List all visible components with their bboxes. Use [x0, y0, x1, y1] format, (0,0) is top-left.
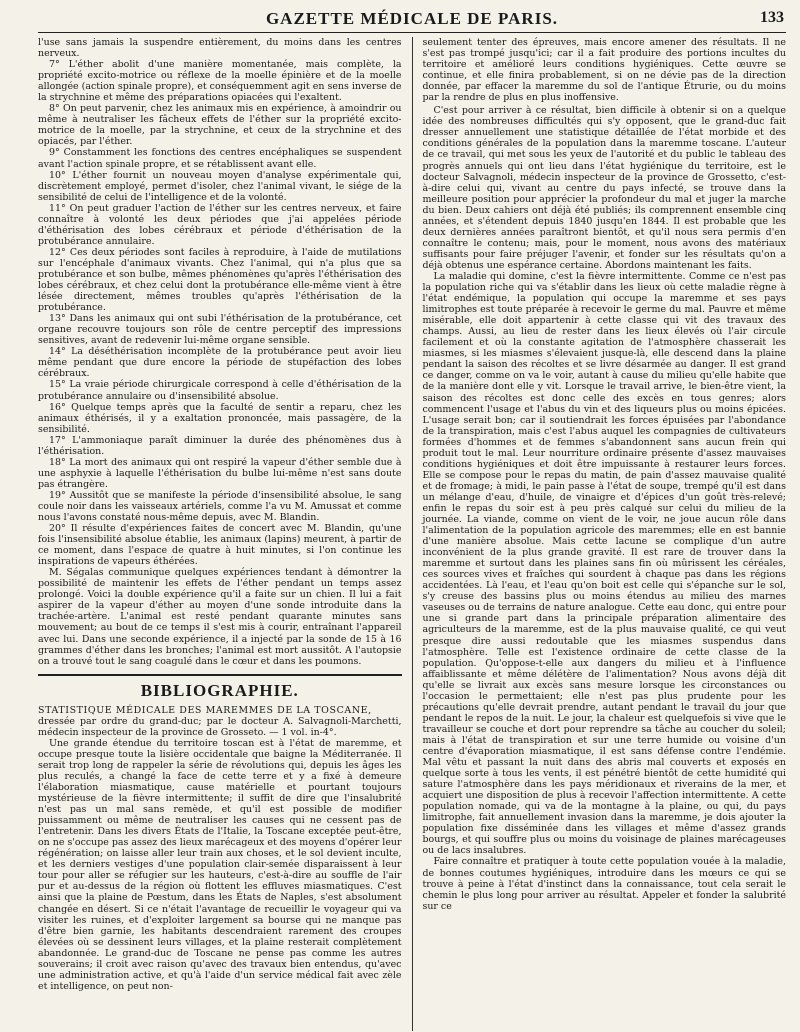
- paragraph: C'est pour arriver à ce résultat, bien difficile à obtenir si on a quelque idée des nombreuses difficultés qui s'y opposent, que le grand-duc fait dresser annuellement une statistique détaillée de l'état morbide et des conditions générales de la population dans la maremme toscane. L'auteur de ce travail, qui met sous les yeux de l'autorité et du public le tableau des progrès annuels qui ont lieu dans l'état hygiénique du territoire, est le docteur Salvagnoli, médecin inspecteur de la province de Grossetto, c'est-à-dire celui qui, vivant au centre du pays infecté, se trouve dans la meilleure position pour apprécier la profondeur du mal et juger la marche du bien. Deux cahiers ont déjà été publiés; ils comprennent ensemble cinq années, et s'étendent depuis 1840 jusqu'en 1844. Il est probable que les deux dernières années paraîtront bientôt, et qu'il nous sera permis d'en connaître le contenu; mais, pour le moment, nous avons des matériaux suffisants pour faire préjuger l'avenir, et fonder sur les résultats qu'on a déjà obtenus une espérance certaine. Abordons maintenant les faits.: [422, 105, 786, 271]
- running-head: [38, 6, 786, 33]
- paragraph: 14° La déséthérisation incomplète de la protubérance peut avoir lieu même pendant que dure encore la période de stupéfaction des lobes cérébraux.: [38, 346, 402, 380]
- paragraph: 8° On peut parvenir, chez les animaux mis en expérience, à amoindrir ou même à neutraliser les fâcheux effets de l'éther sur la propriété excito-motrice de la moelle, par la strychnine, et ceux de la strychnine et des opiacés, par l'éther.: [38, 103, 402, 148]
- journal-title: GAZETTE MÉDICALE DE PARIS.: [265, 9, 559, 28]
- paragraph: 16° Quelque temps après que la faculté de sentir a reparu, chez les animaux éthérisés, il y a exaltation prononcée, mais passagère, de la sensibilité.: [38, 401, 402, 435]
- page-number: 133: [760, 9, 784, 26]
- paragraph: 7° L'éther abolit d'une manière momentanée, mais complète, la propriété excito-motrice ou réflexe de la moelle épinière et de la moelle allongée (action spinale propre), et conséquemment agit en sens inverse de la strychnine et même des préparations opiacées qui l'exaltent.: [38, 59, 402, 104]
- paragraph: 19° Aussitôt que se manifeste la période d'insensibilité absolue, le sang coule noir dans les vaisseaux artériels, comme l'a vu M. Amussat et comme nous l'avons constaté nous-même depuis, avec M. Blandin.: [38, 489, 402, 524]
- paragraph: seulement tenter des épreuves, mais encore amener des résultats. Il ne s'est pas trompé jusqu'ici; car il a fait produire des portions incultes du territoire et amélioré leurs conditions hygiéniques. Cette œuvre se continue, et elle finira probablement, si on ne dévie pas de la direction donnée, par effacer la maremme du sol de l'antique Étrurie, ou du moins par la rendre de plus en plus inoffensive.: [422, 37, 786, 104]
- paragraph: Faire connaître et pratiquer à toute cette population vouée à la maladie, de bonnes coutumes hygiéniques, introduire dans les mœurs ce qui se trouve à peine à l'état d'instinct dans la connaissance, tout cela serait le chemin le plus long pour arriver au résultat. Appeler et fonder la salubrité sur ce: [422, 856, 786, 912]
- section-divider: [38, 674, 402, 676]
- review-paragraph: Une grande étendue du territoire toscan est à l'état de maremme, et occupe presque toute la lisière occidentale que baigne la Méditerranée. Il serait trop long de rappeler la série de révolutions qui, depuis les âges les plus reculés, a changé la face de cette terre et y a fixé à demeure l'élaboration miasmatique, cause matérielle et pourtant toujours mystérieuse de la fièvre intermittente; il suffit de dire que l'insalubrité n'est pas un mal sans remède, et qu'il est possible de modifier puissamment ou même de neutraliser les causes qui ne cessent pas de l'entretenir. Dans les divers États de l'Italie, la Toscane exceptée peut-être, on ne s'occupe pas assez des lieux marécageux et des moyens d'opérer leur régénération; on laisse aller leur train aux choses, et le sol devient inculte, et les derniers vestiges d'une population clair-semée disparaissent à leur tour pour aller se réfugier sur les hauteurs, c'est-à-dire au souffle de l'air pur et au-dessus de la région où flottent les effluves miasmatiques. C'est ainsi que la plaine de Pœstum, dans les États de Naples, s'est absolument changée en désert. Si ce n'était l'avantage de recueillir le voyageur qui va visiter les ruines, et d'exploiter largement sa bourse qui ne manque pas d'être bien garnie, les habitants descendraient rarement des croupes élevées où se dessinent leurs villages, et la plaine resterait complètement abandonnée. Le grand-duc de Toscane ne pense pas comme les autres souverains; il croit avec raison qu'avec des travaux bien entendus, qu'avec une administration active, et qu'à l'aide d'un service médical fait avec zèle et intelligence, on peut non-: [38, 737, 402, 992]
- paragraph: 11° On peut graduer l'action de l'éther sur les centres nerveux, et faire connaître à volonté les deux périodes que j'ai appelées période d'éthérisation des lobes cérébraux et période d'éthérisation de la protubérance annulaire.: [38, 202, 402, 247]
- section-heading: BIBLIOGRAPHIE.: [140, 680, 299, 700]
- left-column: [38, 37, 410, 1031]
- paragraph: M. Ségalas communique quelques expériences tendant à démontrer la possibilité de maintenir les effets de l'éther pendant un temps assez prolongé. Voici la double expérience qu'il a faite sur un chien. Il lui a fait aspirer de la vapeur d'éther au moyen d'une sonde introduite dans la trachée-artère. L'animal est resté pendant quarante minutes sans mouvement; au bout de ce temps il s'est mis à courir, entraînant l'appareil avec lui. Dans une seconde expérience, il a injecté par la sonde de 15 à 16 grammes d'éther dans les bronches; l'animal est mort aussitôt. A l'autopsie on a trouvé tout le sang coagulé dans le cœur et dans les poumons.: [38, 567, 402, 667]
- book-title: STATISTIQUE MÉDICALE DES MAREMMES DE LA TOSCANE,: [38, 704, 372, 716]
- paragraph: 10° L'éther fournit un nouveau moyen d'analyse expérimentale qui, discrètement employé, permet d'isoler, chez l'animal vivant, le siége de la sensibilité de celui de l'intelligence et de la volonté.: [38, 169, 402, 203]
- paragraph: 13° Dans les animaux qui ont subi l'éthérisation de la protubérance, cet organe recouvre toujours son rôle de centre perceptif des impressions sensitives, avant de redevenir lui-même organe sensible.: [38, 313, 402, 347]
- paragraph: 12° Ces deux périodes sont faciles à reproduire, à l'aide de mutilations sur l'encéphale d'animaux vivants. Chez l'animal, qui n'a plus que sa protubérance et son bulbe, mêmes phénomènes qu'après l'éthérisation des lobes cérébraux, et chez celui dont la protubérance elle-même vient à être lésée directement, mêmes troubles qu'après l'éthérisation de la protubérance.: [38, 246, 402, 314]
- paragraph: La maladie qui domine, c'est la fièvre intermittente. Comme ce n'est pas la population riche qui va s'établir dans les lieux où cette maladie règne à l'état endémique, la population qui occupe la maremme et ses pays limitrophes est toute préparée à recevoir le germe du mal. Pauvre et même misérable, elle doit appartenir à cette classe qui vit des travaux des champs. Aussi, au lieu de rester dans les lieux élevés où l'air circule facilement et où la constante agitation de l'atmosphère chasserait les miasmes, si les miasmes s'élevaient jusque-là, elle descend dans la plaine pendant la saison des récoltes et se livre désarmée au danger. Il est grand ce danger, comme on va le voir, autant à cause du milieu qu'elle habite que de la manière dont elle y vit. Lorsque le travail arrive, le bien-être vient, la saison des récoltes est donc celle des excès en tous genres; alors commencent l'usage et l'abus du vin et des liqueurs plus ou moins épicées. L'usage serait bon; car il soutiendrait les forces épuisées par l'abondance de la transpiration, mais c'est l'abus auquel les compagnies de cultivateurs formées d'hommes et de femmes s'abandonnent sans aucun frein qui produit tout le mal. Leur nourriture ordinaire présente d'assez mauvaises conditions hygiéniques et doit être impuissante à restaurer leurs forces. Elle se compose pour le repas du matin, de pain d'assez mauvaise qualité et de fromage; à midi, le pain passe à l'état de soupe, trempé qu'il est dans un mélange d'eau, d'huile, de vinaigre et d'épices d'un goût très-relevé; enfin le repas du soir est à peu près calqué sur celui du milieu de la journée. La viande, comme on vient de le voir, ne joue aucun rôle dans l'alimentation de la population agricole des maremmes; elle en est bannie d'une manière absolue. Mais cette lacune se complique d'un autre inconvénient de la plus grande gravité. Il est rare de trouver dans la maremme et surtout dans les plaines sans fin où mûrissent les céréales, ces sources vives et fraîches qui sourdent à chaque pas dans les régions accidentées. Là l'eau, et l'eau qu'on boit est celle qui s'épanche sur le sol, s'y creuse des bassins plus ou moins étendus au milieu des marnes vaseuses ou de terrains de nature analogue. Cette eau donc, qui entre pour une si grande part dans la principale préparation alimentaire des agriculteurs de la maremme, est de la plus mauvaise qualité, ce qui veut presque dire aussi redoutable que les miasmes suspendus dans l'atmosphère. Telle est l'existence ordinaire de cette classe de la population. Qu'oppose-t-elle aux dangers du milieu et à l'influence affaiblissante et même délétère de l'alimentation? Nous avons déjà dit qu'elle se livrait aux excès sans mesure lorsque les circonstances ou l'occasion le permettaient; elle n'est pas plus prudente pour les précautions qu'elle devrait prendre, autant pendant le travail du jour que pendant le repos de la nuit. Le jour, la chaleur est quelquefois si vive que le travailleur se couche et dort pour reprendre sa tâche au coucher du soleil; mais à l'état de transpiration et sur une terre humide ou voisine d'un centre d'évaporation miasmatique, il est sans défense contre l'endémie. Mal vêtu et passant la nuit dans des abris mal couverts et exposés en quelque sorte à tous les vents, il est pénétré bientôt de cette humidité qui sature l'atmosphère dans les pays méridionaux et riverains de la mer, et acquiert une disposition de plus à recevoir l'affection intermittente. A cette population nomade, qui va de la montagne à la plaine, ou qui, du pays limitrophe, fait annuellement invasion dans la maremme, je dois ajouter la population fixe disséminée dans les villages et même d'assez grands bourgs, et qui souffre plus ou moins du voisinage de plaines marécageuses ou de lacs insalubres.: [422, 270, 786, 857]
- two-column-body: [38, 37, 786, 1031]
- paragraph: l'use sans jamais la suspendre entièrement, du moins dans les centres nerveux.: [38, 37, 402, 60]
- paragraph: 9° Constamment les fonctions des centres encéphaliques se suspendent avant l'action spinale propre, et se rétablissent avant elle.: [38, 147, 402, 170]
- paragraph: 20° Il résulte d'expériences faites de concert avec M. Blandin, qu'une fois l'insensibilité absolue établie, les animaux (lapins) meurent, à partir de ce moment, dans l'espace de quatre à huit minutes, si l'on continue les inspirations de vapeurs éthérées.: [38, 523, 402, 568]
- paragraph: 18° La mort des animaux qui ont respiré la vapeur d'éther semble due à une asphyxie à laquelle l'éthérisation du bulbe lui-même n'est sans doute pas étrangère.: [38, 456, 402, 490]
- paragraph: 15° La vraie période chirurgicale correspond à celle d'éthérisation de la protubérance annulaire ou d'insensibilité absolue.: [38, 379, 402, 402]
- book-subtitle: dressée par ordre du grand-duc; par le docteur A. Salvagnoli-Marchetti, médecin inspecteur de la province de Grosseto. — 1 vol. in-4°.: [38, 715, 402, 738]
- right-column: [414, 37, 786, 1031]
- paragraph: 17° L'ammoniaque paraît diminuer la durée des phénomènes dus à l'éthérisation.: [38, 434, 402, 457]
- column-divider: [412, 37, 413, 1031]
